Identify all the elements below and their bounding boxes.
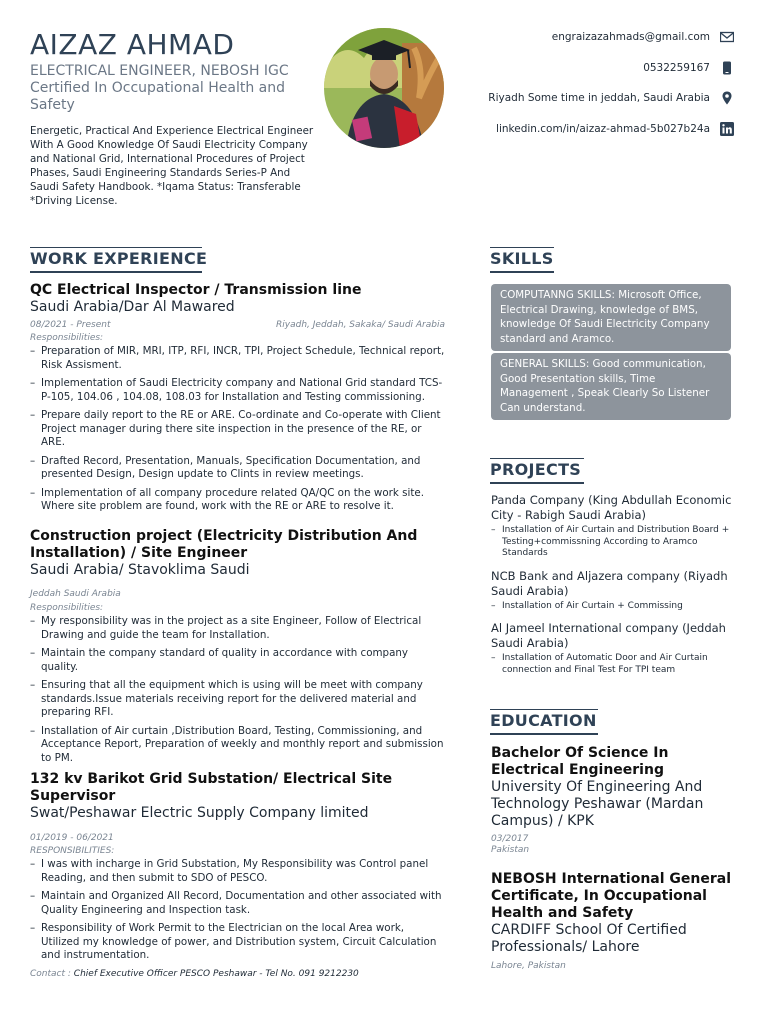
envelope-icon bbox=[720, 30, 734, 44]
list-item: – Ensuring that all the equipment which is using will be meet with company standards.Issue materials receiving report for the delivered material and preparing RFI. bbox=[30, 679, 445, 720]
job-dates: 01/2019 - 06/2021 bbox=[30, 833, 114, 843]
job-location: Jeddah Saudi Arabia bbox=[30, 589, 121, 599]
list-item: – Prepare daily report to the RE or ARE. Co-ordinate and Co-operate with Client Project manager during there site inspection in the presence of the RE, or ARE. bbox=[30, 409, 445, 450]
email-text[interactable]: engraizazahmads@gmail.com bbox=[551, 31, 710, 43]
phone-text[interactable]: 0532259167 bbox=[643, 62, 710, 74]
contact-email[interactable] bbox=[552, 30, 734, 44]
work-experience-section-header bbox=[30, 247, 207, 273]
skills-heading: SKILLS bbox=[490, 249, 554, 268]
profile-summary: Energetic, Practical And Experience Electrical Engineer With A Good Knowledge Of Saudi Electricity Company and National Grid, International Procedures of Project Phases, Saudi Engineering Standards Series-P And Saudi Safety Handbook. *Iqama Status: Transferable *Driving License. bbox=[30, 125, 314, 207]
reference-contact-value: Chief Executive Officer PESCO Peshawar - Tel No. 091 9212230 bbox=[73, 968, 359, 979]
project-3 bbox=[491, 621, 736, 676]
list-item: – Preparation of MIR, MRI, ITP, RFI, INCR, TPI, Project Schedule, Technical report, Risk Assisment. bbox=[30, 345, 445, 372]
job-dates: 08/2021 - Present bbox=[30, 320, 111, 330]
skills-section-header bbox=[490, 247, 554, 273]
job-title: Construction project (Electricity Distribution And Installation) / Site Engineer bbox=[30, 528, 418, 561]
project-2 bbox=[491, 569, 736, 613]
education-place: Lahore, Pakistan bbox=[491, 961, 566, 971]
certificate-title: NEBOSH International General Certificate, In Occupational Health and Safety bbox=[491, 871, 732, 921]
project-details bbox=[491, 525, 736, 560]
list-item: – Installation of Air Curtain + Commissing bbox=[491, 601, 736, 613]
map-pin-icon bbox=[720, 91, 734, 105]
responsibilities-list bbox=[30, 615, 445, 765]
candidate-subtitle: ELECTRICAL ENGINEER, NEBOSH IGC Certified In Occupational Health and Safety bbox=[30, 63, 289, 113]
job-1 bbox=[30, 282, 445, 519]
job-3 bbox=[30, 771, 445, 979]
contact-linkedin[interactable] bbox=[496, 122, 734, 136]
education-section-header bbox=[490, 709, 598, 735]
work-experience-heading: WORK EXPERIENCE bbox=[30, 249, 208, 268]
job-title: QC Electrical Inspector / Transmission line bbox=[30, 282, 362, 298]
education-date: 03/2017 bbox=[491, 834, 529, 844]
reference-contact bbox=[30, 969, 445, 979]
linkedin-text[interactable]: linkedin.com/in/aizaz-ahmad-5b027b24a bbox=[496, 123, 710, 135]
list-item: – Responsibility of Work Permit to the Electrician on the local Area work, Utilized my knowledge of power, and Distribution system, Circuit Calculation and instrumentation. bbox=[30, 922, 445, 963]
list-item: – I was with incharge in Grid Substation, My Responsibility was Control panel Reading, and then submit to SDO of PESCO. bbox=[30, 858, 445, 885]
reference-contact-label: Contact : bbox=[30, 968, 71, 979]
project-title: Panda Company (King Abdullah Economic City - Rabigh Saudi Arabia) bbox=[491, 493, 732, 522]
responsibilities-list bbox=[30, 345, 445, 514]
list-item: – Maintain the company standard of quality in accordance with company quality. bbox=[30, 647, 445, 674]
projects-section-header bbox=[490, 458, 584, 484]
list-item: – Implementation of Saudi Electricity company and National Grid standard TCS-P-105, 104.06 , 104.08, 108.03 for Installation and Testing commissioning. bbox=[30, 377, 445, 404]
location-text: Riyadh Some time in jeddah, Saudi Arabia bbox=[488, 92, 710, 104]
job-title: 132 kv Barikot Grid Substation/ Electrical Site Supervisor bbox=[30, 771, 393, 804]
education-place: Pakistan bbox=[491, 845, 530, 855]
list-item: – Installation of Air curtain ,Distribution Board, Testing, Commissioning, and Acceptance Report, Preparation of weekly and monthly report and submission to PM. bbox=[30, 725, 445, 766]
degree-title: Bachelor Of Science In Electrical Engineering bbox=[491, 745, 669, 778]
candidate-name: AIZAZ AHMAD bbox=[30, 28, 235, 61]
project-1 bbox=[491, 493, 736, 560]
list-item: – Drafted Record, Presentation, Manuals, Specification Documentation, and presented Design, Design update to Clints in review meetings. bbox=[30, 455, 445, 482]
responsibilities-list bbox=[30, 858, 445, 963]
skill-tag-general: GENERAL SKILLS: Good communication, Good Presentation skills, Time Management , Speak Clearly So Listener Can understand. bbox=[491, 353, 731, 420]
education-heading: EDUCATION bbox=[490, 711, 597, 730]
list-item: – My responsibility was in the project as a site Engineer, Follow of Electrical Drawing and guide the team for Installation. bbox=[30, 615, 445, 642]
profile-photo bbox=[324, 28, 444, 148]
list-item: – Installation of Air Curtain and Distribution Board + Testing+commissning According to Aramco Standards bbox=[491, 525, 736, 560]
project-title: Al Jameel International company (Jeddah Saudi Arabia) bbox=[491, 621, 726, 650]
list-item: – Maintain and Organized All Record, Documentation and other associated with Quality Engineering and Inspection task. bbox=[30, 890, 445, 917]
mobile-phone-icon bbox=[720, 61, 734, 75]
skill-tag-computing: COMPUTANNG SKILLS: Microsoft Office, Electrical Drawing, knowledge of BMS, knowledge Of Saudi Electricity Company standard and Aramco. bbox=[491, 284, 731, 351]
list-item: – Implementation of all company procedure related QA/QC on the work site. Where site problem are found, work with the RE or ARE to resolve it. bbox=[30, 487, 445, 514]
job-location: Riyadh, Jeddah, Sakaka/ Saudi Arabia bbox=[276, 320, 445, 330]
responsibilities-label: Responsibilities: bbox=[30, 333, 104, 343]
education-item-2 bbox=[491, 871, 731, 972]
list-item: – Installation of Automatic Door and Air Curtain connection and Final Test For TPI team bbox=[491, 653, 736, 676]
school-name: CARDIFF School Of Certified Professionals/ Lahore bbox=[491, 922, 687, 955]
job-company: Saudi Arabia/Dar Al Mawared bbox=[30, 299, 235, 315]
project-details bbox=[491, 653, 736, 676]
job-2 bbox=[30, 528, 445, 770]
job-company: Swat/Peshawar Electric Supply Company limited bbox=[30, 805, 369, 821]
school-name: University Of Engineering And Technology Peshawar (Mardan Campus) / KPK bbox=[491, 779, 704, 829]
contact-phone[interactable] bbox=[643, 61, 734, 75]
education-item-1 bbox=[491, 745, 731, 856]
project-title: NCB Bank and Aljazera company (Riyadh Saudi Arabia) bbox=[491, 569, 728, 598]
linkedin-icon bbox=[720, 122, 734, 136]
job-company: Saudi Arabia/ Stavoklima Saudi bbox=[30, 562, 250, 578]
responsibilities-label: RESPONSIBILITIES: bbox=[30, 846, 115, 856]
contact-location bbox=[488, 91, 734, 105]
projects-heading: PROJECTS bbox=[490, 460, 582, 479]
project-details bbox=[491, 601, 736, 613]
responsibilities-label: Responsibilities: bbox=[30, 603, 104, 613]
